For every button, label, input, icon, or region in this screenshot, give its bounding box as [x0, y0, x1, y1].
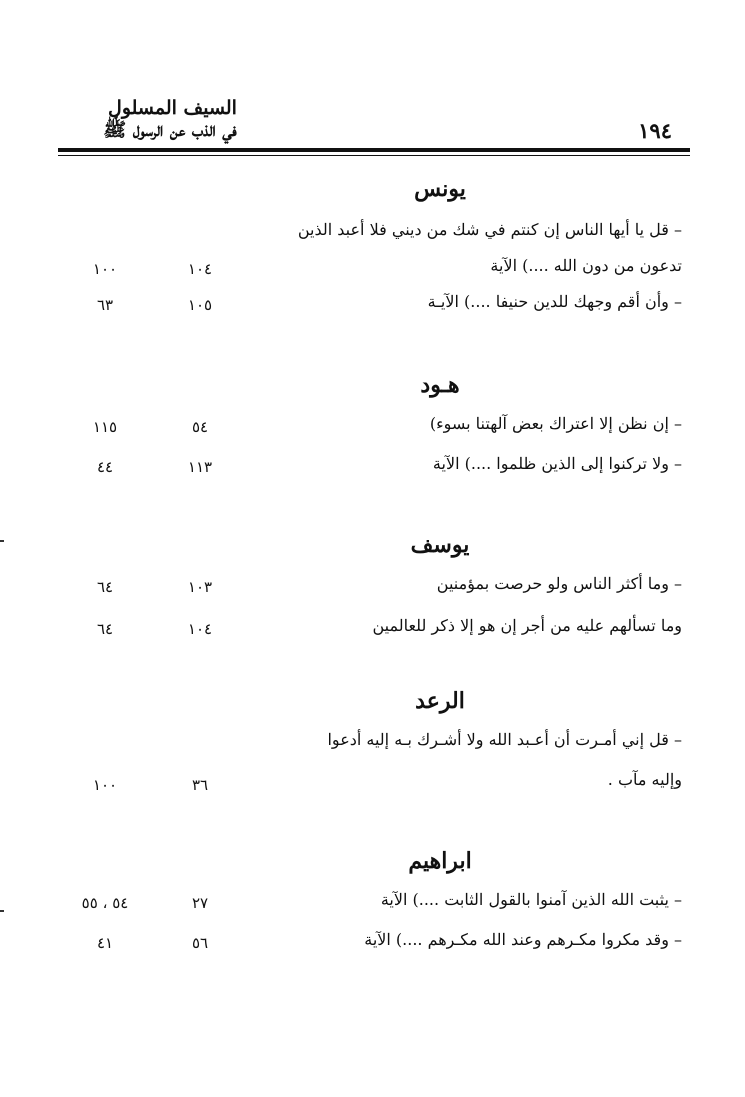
verse-number: ٥٦ — [191, 934, 209, 952]
verse-number: ١٠٥ — [187, 296, 213, 314]
page-reference: ٦٤ — [96, 578, 114, 596]
verse-number: ١١٣ — [187, 458, 213, 476]
page-number: ١٩٤ — [638, 118, 672, 143]
verse-number: ١٠٣ — [187, 578, 213, 596]
verse-number: ١٠٤ — [187, 260, 213, 278]
section-title: ابراهيم — [408, 848, 472, 874]
page-reference: ٦٤ — [96, 620, 114, 638]
header-rule-thin — [58, 155, 690, 156]
entry-text-line: – ولا تركنوا إلى الذين ظلموا ....) الآية — [432, 454, 682, 473]
entry-text-line: – إن نظن إلا اعتراك بعض آلهتنا بسوء) — [429, 414, 682, 433]
verse-number: ٥٤ — [191, 418, 209, 436]
entry-text-line: – قل يا أيها الناس إن كنتم في شك من ديني فلا أعبد الذين — [297, 220, 682, 239]
page-reference: ٤٤ — [96, 458, 114, 476]
page-reference: ٥٤ ، ٥٥ — [81, 894, 129, 912]
page-reference: ٦٣ — [96, 296, 114, 314]
page-reference: ١٠٠ — [92, 776, 118, 794]
entry-text-line: وإليه مآب . — [607, 770, 682, 789]
section-title: الرعد — [415, 688, 465, 714]
running-title-line-1: السيف المسلول — [108, 97, 237, 119]
entry-text-line: وما تسألهم عليه من أجر إن هو إلا ذكر للعالمين — [372, 616, 682, 635]
verse-number: ٢٧ — [191, 894, 209, 912]
entry-text-line: – وأن أقم وجهك للدين حنيفا ....) الآيـة — [427, 292, 682, 311]
verse-number: ٣٦ — [191, 776, 209, 794]
page-reference: ١٠٠ — [92, 260, 118, 278]
header-rule-thick — [58, 148, 690, 152]
verse-number: ١٠٤ — [187, 620, 213, 638]
running-title-line-2: في الذب عن الرسول ﷺ — [103, 119, 237, 141]
page-reference: ١١٥ — [92, 418, 118, 436]
entry-text-line: تدعون من دون الله ....) الآية — [490, 256, 682, 275]
entry-text-line: – وقد مكروا مكـرهم وعند الله مكـرهم ....) الآية — [364, 930, 682, 949]
section-title: هـود — [420, 372, 460, 398]
section-title: يونس — [414, 176, 466, 202]
entry-text-line: – يثبت الله الذين آمنوا بالقول الثابت ....) الآية — [380, 890, 682, 909]
scan-edge-mark — [0, 540, 4, 542]
scan-edge-mark — [0, 910, 4, 912]
entry-text-line: – وما أكثر الناس ولو حرصت بمؤمنين — [436, 574, 682, 593]
page-reference: ٤١ — [96, 934, 114, 952]
entry-text-line: – قل إني أمـرت أن أعـبد الله ولا أشـرك بـه إليه أدعوا — [327, 730, 682, 749]
section-title: يوسف — [410, 532, 470, 558]
